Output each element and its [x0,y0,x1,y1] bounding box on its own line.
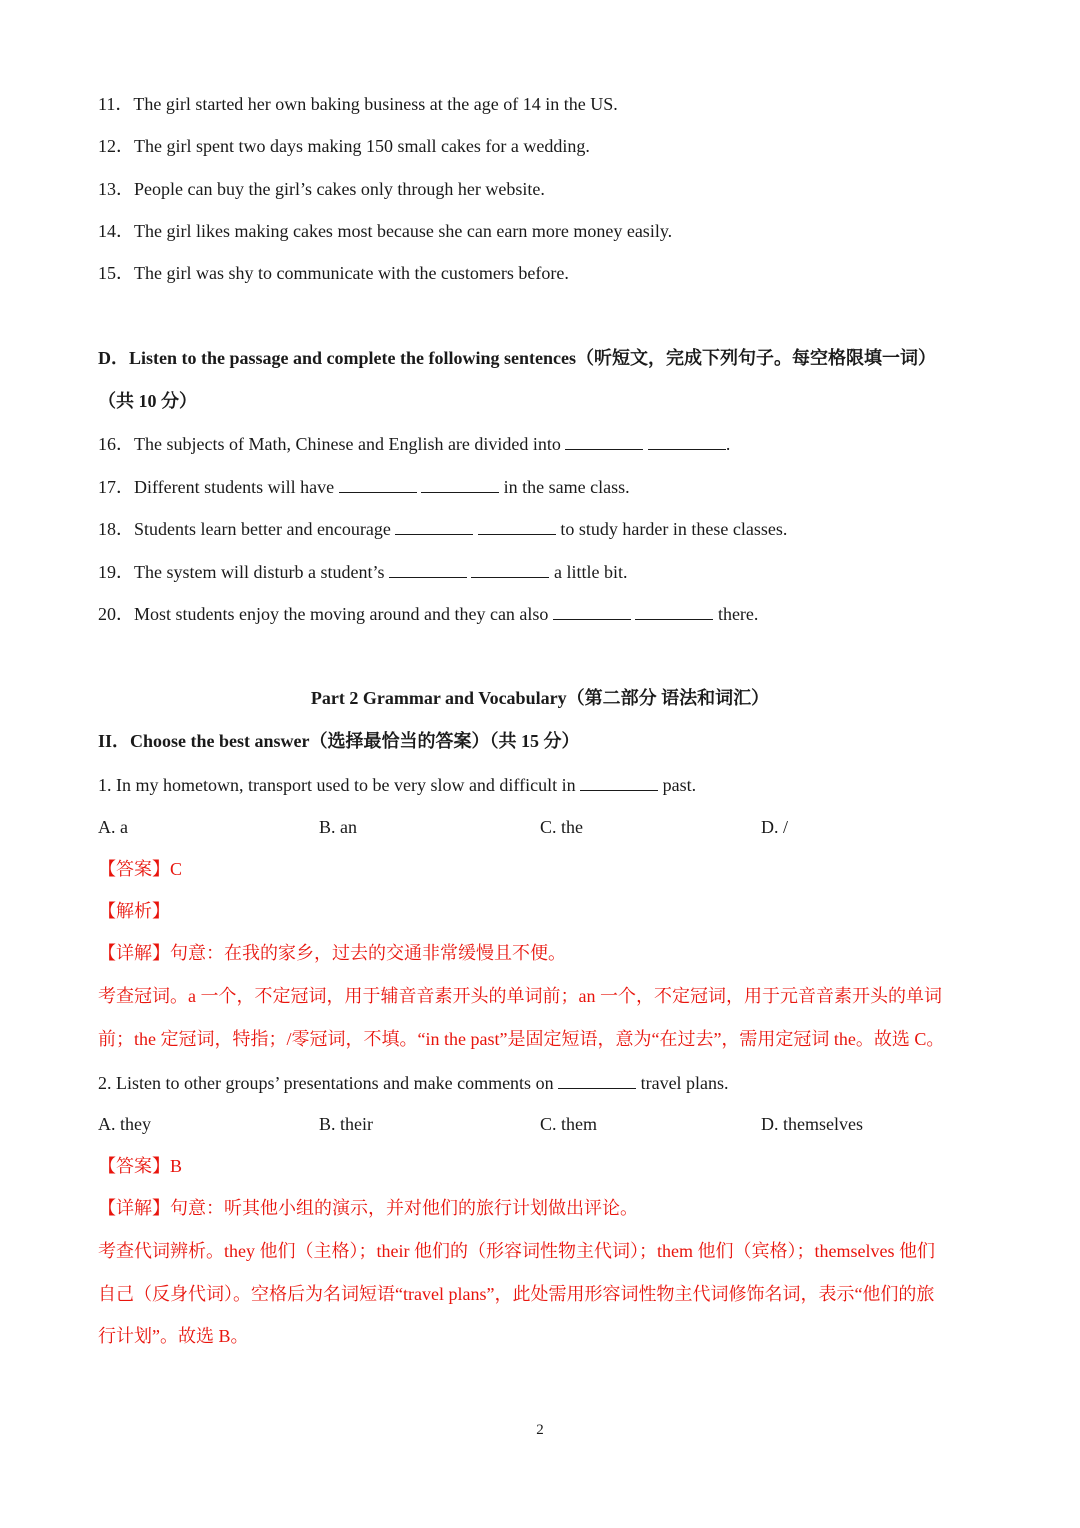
statement-text: The girl likes making cakes most because she can earn more money easily. [134,221,673,241]
q2-option-d[interactable]: D. themselves [761,1114,863,1134]
question-text-before: 1. In my hometown, transport used to be very slow and difficult in [98,775,581,795]
sentence-20 [98,601,758,626]
q1-option-c[interactable]: C. the [540,817,583,837]
statement-11 [98,92,618,116]
sentence-text-before: The subjects of Math, Chinese and English are divided into [134,434,566,454]
question-text-after: past. [658,775,697,795]
answer-blank[interactable] [580,772,658,791]
answer-blank[interactable] [558,1070,636,1089]
answer-blank[interactable] [478,516,556,535]
question-text-after: travel plans. [636,1073,729,1093]
answer-blank[interactable] [553,601,631,620]
q2-explanation-line-3: 行计划”。故选 B。 [98,1326,249,1346]
q2-option-c[interactable]: C. them [540,1114,597,1134]
sentence-text-after: to study harder in these classes. [555,519,788,539]
sentence-text-after: there. [713,604,759,624]
section-d-heading: D．Listen to the passage and complete the following sentences（听短文，完成下列句子。每空格限填一词） [98,348,936,368]
q2-option-a[interactable]: A. they [98,1114,151,1134]
item-number: 19． [98,562,134,582]
q1-option-b[interactable]: B. an [319,817,357,837]
statement-13 [98,177,545,201]
item-number: 16． [98,434,134,454]
question-2 [98,1070,729,1095]
q2-option-b[interactable]: B. their [319,1114,373,1134]
statement-12 [98,134,590,158]
item-number: 11． [98,94,134,114]
statement-text: The girl was shy to communicate with the customers before. [134,263,569,283]
sentence-18 [98,516,787,541]
q2-explanation-line-1: 考查代词辨析。they 他们（主格）；their 他们的（形容词性物主代词）；them 他们（宾格）；themselves 他们 [98,1241,935,1261]
sentence-17 [98,474,630,499]
item-number: 12． [98,136,134,156]
part2-title: Part 2 Grammar and Vocabulary（第二部分 语法和词汇） [310,688,770,708]
item-number: 17． [98,477,134,497]
answer-blank[interactable] [395,516,473,535]
sentence-text-before: Different students will have [134,477,339,497]
q1-detail: 【详解】句意：在我的家乡，过去的交通非常缓慢且不便。 [98,943,566,963]
q2-answer: 【答案】B [98,1156,183,1176]
answer-blank[interactable] [389,559,467,578]
sentence-text-before: The system will disturb a student’s [134,562,389,582]
answer-blank[interactable] [565,431,643,450]
sentence-text-before: Students learn better and encourage [134,519,396,539]
answer-blank[interactable] [635,601,713,620]
question-text-before: 2. Listen to other groups’ presentations and make comments on [98,1073,559,1093]
q2-detail: 【详解】句意：听其他小组的演示，并对他们的旅行计划做出评论。 [98,1198,638,1218]
sentence-text-before: Most students enjoy the moving around and they can also [134,604,553,624]
q1-option-d[interactable]: D. / [761,817,788,837]
sentence-text-after: in the same class. [499,477,630,497]
q2-explanation-line-2: 自己（反身代词）。空格后为名词短语“travel plans”，此处需用形容词性物主代词修饰名词，表示“他们的旅 [98,1284,935,1304]
q1-answer: 【答案】C [98,859,183,879]
item-number: 14． [98,221,134,241]
statement-text: People can buy the girl’s cakes only through her website. [134,179,545,199]
statement-14 [98,219,672,243]
sentence-text-after: . [725,434,731,454]
answer-blank[interactable] [648,431,726,450]
section-d-score: （共 10 分） [98,391,197,411]
item-number: 18． [98,519,134,539]
q1-analysis-label: 【解析】 [98,901,170,921]
item-number: 15． [98,263,134,283]
answer-blank[interactable] [339,474,417,493]
item-number: 13． [98,179,134,199]
section-ii-heading: II．Choose the best answer（选择最恰当的答案）（共 15 分） [98,731,580,751]
sentence-16 [98,431,730,456]
q1-explanation-line-2: 前；the 定冠词，特指；/零冠词，不填。“in the past”是固定短语，意为“在过去”，需用定冠词 the。故选 C。 [98,1029,945,1049]
sentence-text-after: a little bit. [549,562,628,582]
sentence-19 [98,559,627,584]
page-number: 2 [536,1422,544,1438]
answer-blank[interactable] [471,559,549,578]
question-1 [98,772,696,797]
item-number: 20． [98,604,134,624]
statement-15 [98,261,569,285]
q1-explanation-line-1: 考查冠词。a 一个，不定冠词，用于辅音音素开头的单词前；an 一个，不定冠词，用于元音音素开头的单词 [98,986,942,1006]
q1-option-a[interactable]: A. a [98,817,128,837]
answer-blank[interactable] [421,474,499,493]
statement-text: The girl started her own baking business at the age of 14 in the US. [133,94,618,114]
statement-text: The girl spent two days making 150 small cakes for a wedding. [134,136,590,156]
